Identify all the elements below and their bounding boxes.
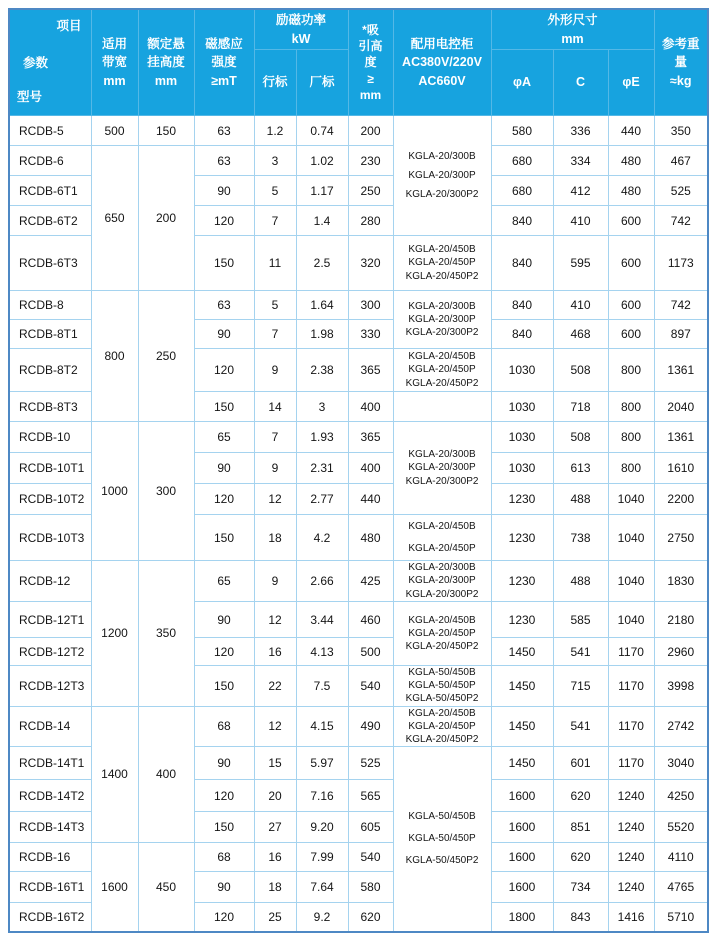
power-industry-cell: 3 [254,146,296,176]
dim-c-cell: 412 [553,176,608,206]
dim-e-cell: 600 [608,320,654,349]
model-cell: RCDB-6T1 [9,176,91,206]
induction-cell: 63 [194,116,254,146]
power-factory-cell: 1.98 [296,320,348,349]
dim-a-cell: 1230 [491,561,553,602]
attraction-cell: 525 [348,747,393,780]
dim-a-cell: 1230 [491,484,553,515]
cabinet-cell: KGLA-20/300B KGLA-20/300P KGLA-20/300P2 [393,422,491,515]
power-factory-cell: 1.02 [296,146,348,176]
table-header [9,9,708,116]
table-row [9,146,708,176]
dim-e-cell: 600 [608,291,654,320]
power-factory-cell: 2.38 [296,349,348,392]
dim-a-cell: 1230 [491,515,553,561]
power-industry-cell: 27 [254,812,296,843]
induction-cell: 120 [194,484,254,515]
dim-c-cell: 334 [553,146,608,176]
dim-c-cell: 715 [553,666,608,707]
induction-cell: 90 [194,320,254,349]
model-cell: RCDB-8T3 [9,392,91,422]
weight-cell: 1361 [654,349,708,392]
suspension-cell: 300 [138,422,194,561]
weight-cell: 2200 [654,484,708,515]
dim-a-cell: 1230 [491,602,553,638]
cabinet-cell: KGLA-20/300B KGLA-20/300P KGLA-20/300P2 [393,561,491,602]
induction-cell: 90 [194,602,254,638]
attraction-cell: 540 [348,843,393,872]
weight-cell: 467 [654,146,708,176]
suspension-cell: 150 [138,116,194,146]
power-factory-cell: 1.64 [296,291,348,320]
dim-e-cell: 800 [608,422,654,453]
attraction-cell: 250 [348,176,393,206]
weight-cell: 1173 [654,236,708,291]
model-cell: RCDB-6T2 [9,206,91,236]
table-row [9,706,708,747]
dim-e-cell: 1240 [608,812,654,843]
model-cell: RCDB-8T2 [9,349,91,392]
induction-cell: 63 [194,291,254,320]
weight-cell: 1830 [654,561,708,602]
induction-cell: 120 [194,206,254,236]
power-industry-cell: 16 [254,843,296,872]
dim-a-cell: 1030 [491,392,553,422]
induction-cell: 120 [194,638,254,666]
cabinet-cell: KGLA-20/300B KGLA-20/300P KGLA-20/300P2 [393,291,491,349]
weight-cell: 525 [654,176,708,206]
dim-c-cell: 541 [553,638,608,666]
model-cell: RCDB-14T1 [9,747,91,780]
dim-e-cell: 600 [608,236,654,291]
power-factory-cell: 4.2 [296,515,348,561]
dim-a-cell: 1450 [491,747,553,780]
power-industry-cell: 9 [254,561,296,602]
dim-a-cell: 1030 [491,422,553,453]
dim-a-cell: 840 [491,320,553,349]
dim-e-cell: 1416 [608,903,654,932]
suspension-cell: 400 [138,706,194,843]
model-cell: RCDB-10T2 [9,484,91,515]
power-factory-cell: 9.20 [296,812,348,843]
attraction-cell: 425 [348,561,393,602]
model-cell: RCDB-8T1 [9,320,91,349]
cabinet-cell: KGLA-20/450B KGLA-20/450P KGLA-20/450P2 [393,602,491,666]
dim-c-cell: 601 [553,747,608,780]
dim-c-cell: 718 [553,392,608,422]
attraction-cell: 320 [348,236,393,291]
cabinet-cell: KGLA-20/300B KGLA-20/300P KGLA-20/300P2 [393,116,491,236]
attraction-cell: 400 [348,453,393,484]
weight-cell: 4110 [654,843,708,872]
power-factory-cell: 2.5 [296,236,348,291]
power-industry-cell: 5 [254,176,296,206]
attraction-cell: 440 [348,484,393,515]
model-cell: RCDB-5 [9,116,91,146]
power-industry-cell: 22 [254,666,296,707]
dim-a-cell: 1030 [491,453,553,484]
dim-c-cell: 585 [553,602,608,638]
dim-e-cell: 800 [608,453,654,484]
induction-cell: 120 [194,780,254,812]
cabinet-cell: KGLA-20/450B KGLA-20/450P KGLA-20/450P2 [393,349,491,392]
power-factory-cell: 7.16 [296,780,348,812]
dim-e-cell: 1240 [608,843,654,872]
power-factory-cell: 4.15 [296,706,348,747]
weight-cell: 1610 [654,453,708,484]
dim-a-cell: 840 [491,206,553,236]
attraction-cell: 620 [348,903,393,932]
weight-cell: 5710 [654,903,708,932]
dim-c-cell: 851 [553,812,608,843]
attraction-cell: 580 [348,872,393,903]
header-bandwidth: 适用 带宽 mm [91,9,138,116]
dim-c-cell: 620 [553,780,608,812]
power-industry-cell: 25 [254,903,296,932]
model-cell: RCDB-6T3 [9,236,91,291]
power-factory-cell: 3 [296,392,348,422]
header-corner [9,9,91,116]
power-factory-cell: 1.93 [296,422,348,453]
induction-cell: 90 [194,872,254,903]
suspension-cell: 450 [138,843,194,932]
header-dim-C: C [553,50,608,116]
power-industry-cell: 15 [254,747,296,780]
attraction-cell: 365 [348,349,393,392]
induction-cell: 120 [194,903,254,932]
power-industry-cell: 7 [254,206,296,236]
dim-c-cell: 734 [553,872,608,903]
corner-item-label: 项目 [56,19,82,33]
bandwidth-cell: 1200 [91,561,138,707]
model-cell: RCDB-10T1 [9,453,91,484]
model-cell: RCDB-10 [9,422,91,453]
dim-a-cell: 680 [491,176,553,206]
power-industry-cell: 12 [254,484,296,515]
dim-c-cell: 613 [553,453,608,484]
bandwidth-cell: 1000 [91,422,138,561]
weight-cell: 2040 [654,392,708,422]
cabinet-cell: KGLA-20/450B KGLA-20/450P KGLA-20/450P2 [393,706,491,747]
dim-a-cell: 1800 [491,903,553,932]
power-factory-cell: 5.97 [296,747,348,780]
dim-c-cell: 738 [553,515,608,561]
dim-a-cell: 840 [491,291,553,320]
table-row [9,843,708,872]
header-dim-phiE: φE [608,50,654,116]
dim-a-cell: 1450 [491,638,553,666]
table-row [9,116,708,146]
power-industry-cell: 12 [254,602,296,638]
attraction-cell: 230 [348,146,393,176]
dim-a-cell: 1600 [491,780,553,812]
power-industry-cell: 7 [254,422,296,453]
dim-c-cell: 620 [553,843,608,872]
cabinet-cell: KGLA-20/450B KGLA-20/450P [393,515,491,561]
induction-cell: 68 [194,706,254,747]
power-industry-cell: 1.2 [254,116,296,146]
weight-cell: 4250 [654,780,708,812]
weight-cell: 2180 [654,602,708,638]
model-cell: RCDB-12T3 [9,666,91,707]
weight-cell: 350 [654,116,708,146]
weight-cell: 3998 [654,666,708,707]
bandwidth-cell: 650 [91,146,138,291]
power-industry-cell: 9 [254,453,296,484]
dim-e-cell: 1170 [608,638,654,666]
table-row [9,422,708,453]
dim-e-cell: 800 [608,392,654,422]
induction-cell: 90 [194,747,254,780]
dim-a-cell: 840 [491,236,553,291]
dim-e-cell: 440 [608,116,654,146]
attraction-cell: 300 [348,291,393,320]
dim-c-cell: 410 [553,291,608,320]
attraction-cell: 365 [348,422,393,453]
induction-cell: 90 [194,176,254,206]
dim-a-cell: 1600 [491,872,553,903]
attraction-cell: 540 [348,666,393,707]
model-cell: RCDB-14 [9,706,91,747]
header-attraction-height: *吸 引高 度 ≥ mm [348,9,393,116]
dim-c-cell: 488 [553,484,608,515]
attraction-cell: 480 [348,515,393,561]
corner-model-label: 型号 [17,89,43,104]
weight-cell: 2960 [654,638,708,666]
table-row [9,291,708,320]
power-factory-cell: 7.99 [296,843,348,872]
model-cell: RCDB-12 [9,561,91,602]
attraction-cell: 200 [348,116,393,146]
weight-cell: 3040 [654,747,708,780]
dim-a-cell: 1600 [491,812,553,843]
induction-cell: 63 [194,146,254,176]
model-cell: RCDB-14T3 [9,812,91,843]
induction-cell: 150 [194,515,254,561]
induction-cell: 150 [194,812,254,843]
dim-a-cell: 580 [491,116,553,146]
dim-a-cell: 680 [491,146,553,176]
dim-c-cell: 541 [553,706,608,747]
dim-c-cell: 508 [553,349,608,392]
induction-cell: 120 [194,349,254,392]
cabinet-cell: KGLA-50/450B KGLA-50/450P KGLA-50/450P2 [393,747,491,932]
dim-c-cell: 410 [553,206,608,236]
weight-cell: 5520 [654,812,708,843]
suspension-cell: 200 [138,146,194,291]
induction-cell: 150 [194,392,254,422]
model-cell: RCDB-8 [9,291,91,320]
model-cell: RCDB-16 [9,843,91,872]
power-industry-cell: 12 [254,706,296,747]
dim-e-cell: 1170 [608,706,654,747]
induction-cell: 65 [194,561,254,602]
power-industry-cell: 18 [254,872,296,903]
header-excitation-power: 励磁功率 kW [254,9,348,50]
power-factory-cell: 2.77 [296,484,348,515]
dim-c-cell: 336 [553,116,608,146]
model-cell: RCDB-6 [9,146,91,176]
induction-cell: 68 [194,843,254,872]
header-suspension-height: 额定悬 挂高度 mm [138,9,194,116]
table-body [9,116,708,932]
dim-e-cell: 1170 [608,747,654,780]
dim-e-cell: 600 [608,206,654,236]
power-factory-cell: 1.4 [296,206,348,236]
bandwidth-cell: 800 [91,291,138,422]
header-dimensions: 外形尺寸 mm [491,9,654,50]
dim-e-cell: 1040 [608,561,654,602]
corner-param-label: 参数 [23,56,49,70]
bandwidth-cell: 1400 [91,706,138,843]
dim-e-cell: 1040 [608,515,654,561]
power-factory-cell: 3.44 [296,602,348,638]
header-magnetic-induction: 磁感应 强度 ≥mT [194,9,254,116]
dim-e-cell: 800 [608,349,654,392]
dim-e-cell: 1040 [608,602,654,638]
dim-e-cell: 1040 [608,484,654,515]
dim-c-cell: 508 [553,422,608,453]
dim-a-cell: 1450 [491,666,553,707]
model-cell: RCDB-14T2 [9,780,91,812]
attraction-cell: 460 [348,602,393,638]
dim-a-cell: 1600 [491,843,553,872]
power-industry-cell: 9 [254,349,296,392]
cabinet-cell: KGLA-50/450B KGLA-50/450P KGLA-50/450P2 [393,666,491,707]
power-factory-cell: 4.13 [296,638,348,666]
weight-cell: 897 [654,320,708,349]
header-power-industry: 行标 [254,50,296,116]
header-weight: 参考重 量 ≈kg [654,9,708,116]
weight-cell: 2750 [654,515,708,561]
power-industry-cell: 16 [254,638,296,666]
cabinet-cell: KGLA-20/450B KGLA-20/450P KGLA-20/450P2 [393,236,491,291]
model-cell: RCDB-12T2 [9,638,91,666]
attraction-cell: 565 [348,780,393,812]
induction-cell: 150 [194,666,254,707]
weight-cell: 742 [654,206,708,236]
power-industry-cell: 14 [254,392,296,422]
induction-cell: 150 [194,236,254,291]
power-factory-cell: 9.2 [296,903,348,932]
bandwidth-cell: 500 [91,116,138,146]
power-industry-cell: 5 [254,291,296,320]
power-factory-cell: 7.5 [296,666,348,707]
power-industry-cell: 20 [254,780,296,812]
dim-e-cell: 1240 [608,780,654,812]
induction-cell: 90 [194,453,254,484]
attraction-cell: 605 [348,812,393,843]
cabinet-cell-empty [393,392,491,422]
model-cell: RCDB-16T2 [9,903,91,932]
weight-cell: 1361 [654,422,708,453]
power-factory-cell: 2.31 [296,453,348,484]
attraction-cell: 500 [348,638,393,666]
power-industry-cell: 18 [254,515,296,561]
attraction-cell: 400 [348,392,393,422]
spec-table [8,8,709,933]
suspension-cell: 350 [138,561,194,707]
dim-c-cell: 843 [553,903,608,932]
dim-c-cell: 468 [553,320,608,349]
attraction-cell: 490 [348,706,393,747]
power-factory-cell: 2.66 [296,561,348,602]
power-factory-cell: 0.74 [296,116,348,146]
dim-e-cell: 1240 [608,872,654,903]
model-cell: RCDB-10T3 [9,515,91,561]
induction-cell: 65 [194,422,254,453]
dim-a-cell: 1030 [491,349,553,392]
dim-e-cell: 480 [608,176,654,206]
attraction-cell: 330 [348,320,393,349]
dim-c-cell: 488 [553,561,608,602]
header-power-factory: 厂标 [296,50,348,116]
power-industry-cell: 7 [254,320,296,349]
weight-cell: 742 [654,291,708,320]
model-cell: RCDB-12T1 [9,602,91,638]
header-dim-phiA: φA [491,50,553,116]
power-factory-cell: 7.64 [296,872,348,903]
header-control-cabinet: 配用电控柜 AC380V/220V AC660V [393,9,491,116]
dim-c-cell: 595 [553,236,608,291]
attraction-cell: 280 [348,206,393,236]
weight-cell: 4765 [654,872,708,903]
weight-cell: 2742 [654,706,708,747]
dim-a-cell: 1450 [491,706,553,747]
dim-e-cell: 1170 [608,666,654,707]
suspension-cell: 250 [138,291,194,422]
power-industry-cell: 11 [254,236,296,291]
model-cell: RCDB-16T1 [9,872,91,903]
bandwidth-cell: 1600 [91,843,138,932]
power-factory-cell: 1.17 [296,176,348,206]
dim-e-cell: 480 [608,146,654,176]
table-row [9,561,708,602]
